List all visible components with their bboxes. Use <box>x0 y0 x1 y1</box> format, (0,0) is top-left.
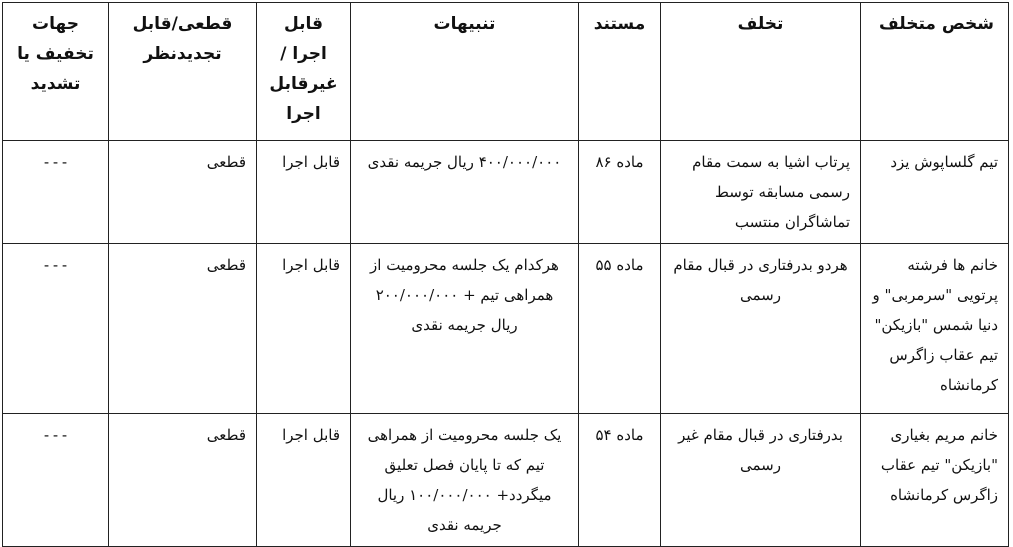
cell-penalties: هرکدام یک جلسه محرومیت از همراهی تیم + ۲۰۰/۰۰۰/۰۰۰ ریال جریمه نقدی <box>351 244 579 414</box>
table-row <box>3 244 1009 414</box>
cell-article: ماده ۵۵ <box>579 244 661 414</box>
cell-article: ماده ۸۶ <box>579 141 661 244</box>
header-enforceable: قابل اجرا /غیرقابل اجرا <box>257 3 351 141</box>
header-penalties: تنبیهات <box>351 3 579 141</box>
cell-penalties: ۴۰۰/۰۰۰/۰۰۰ ریال جریمه نقدی <box>351 141 579 244</box>
cell-final: قطعی <box>109 414 257 547</box>
header-article: مستند <box>579 3 661 141</box>
header-offender: شخص متخلف <box>861 3 1009 141</box>
table-row <box>3 414 1009 547</box>
cell-enforceable: قابل اجرا <box>257 244 351 414</box>
table-header-row <box>3 3 1009 141</box>
cell-violation: هردو بدرفتاری در قبال مقام رسمی <box>661 244 861 414</box>
cell-violation: پرتاب اشیا به سمت مقام رسمی مسابقه توسط تماشاگران منتسب <box>661 141 861 244</box>
header-final: قطعی/قابل تجدیدنظر <box>109 3 257 141</box>
cell-final: قطعی <box>109 141 257 244</box>
cell-violation: بدرفتاری در قبال مقام غیر رسمی <box>661 414 861 547</box>
table-row <box>3 141 1009 244</box>
cell-enforceable: قابل اجرا <box>257 141 351 244</box>
cell-offender: خانم ها فرشته پرتویی "سرمربی" و دنیا شمس "بازیکن" تیم عقاب زاگرس کرمانشاه <box>861 244 1009 414</box>
cell-enforceable: قابل اجرا <box>257 414 351 547</box>
header-mitigation: جهات تخفیف یا تشدید <box>3 3 109 141</box>
cell-offender: تیم گلساپوش یزد <box>861 141 1009 244</box>
cell-final: قطعی <box>109 244 257 414</box>
cell-article: ماده ۵۴ <box>579 414 661 547</box>
cell-offender: خانم مریم بغیاری "بازیکن" تیم عقاب زاگرس کرمانشاه <box>861 414 1009 547</box>
cell-mitigation: --- <box>3 141 109 244</box>
cell-mitigation: --- <box>3 244 109 414</box>
cell-mitigation: --- <box>3 414 109 547</box>
header-violation: تخلف <box>661 3 861 141</box>
cell-penalties: یک جلسه محرومیت از همراهی تیم که تا پایان فصل تعلیق میگردد+ ۱۰۰/۰۰۰/۰۰۰ ریال جریمه نقدی <box>351 414 579 547</box>
disciplinary-rulings-table <box>2 2 1009 547</box>
